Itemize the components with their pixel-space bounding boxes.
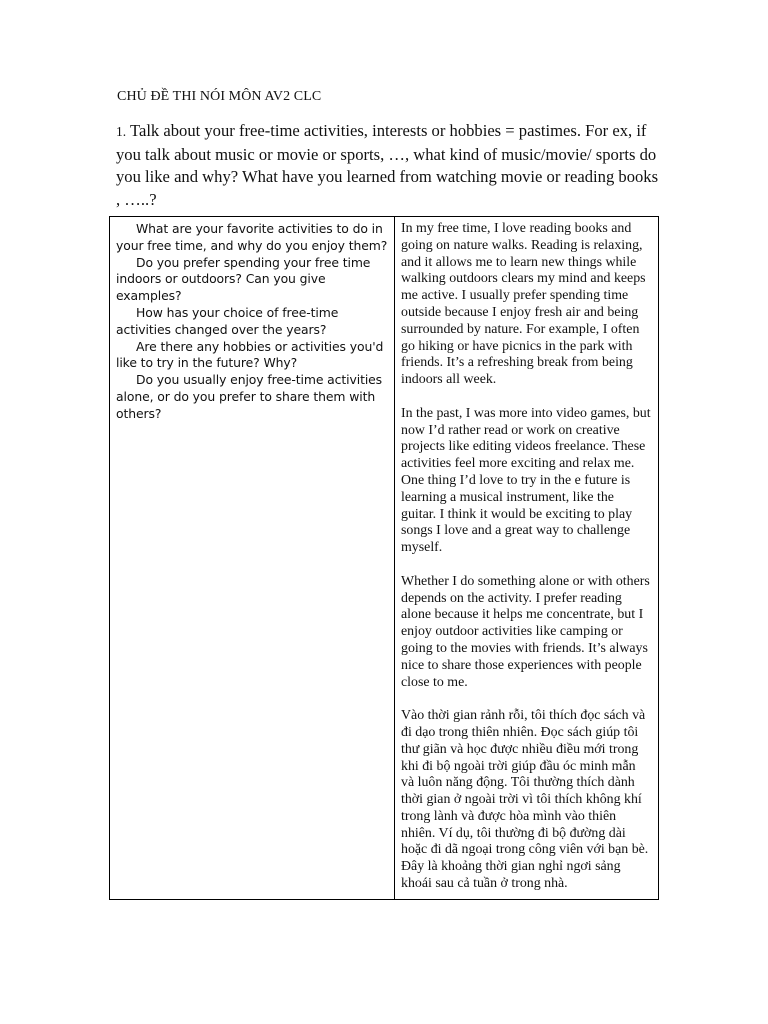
topic-text: Talk about your free-time activities, interests or hobbies = pastimes. For ex, if you talk about music or movie or sports, …, what kind of music/movie/ sports do you like and why? What have you learned from watching movie or reading books , …..?: [116, 121, 659, 209]
answers-cell: [395, 217, 659, 900]
question-item: Do you usually enjoy free-time activities alone, or do you prefer to share them with others?: [116, 372, 383, 421]
topic-number: 1.: [116, 124, 127, 139]
answer-paragraph: Whether I do something alone or with others depends on the activity. I prefer reading alone because it helps me concentrate, but I enjoy outdoor activities like camping or going to the movies with friends. It’s always nice to share those experiences with people close to me.: [401, 573, 650, 690]
question-item: Are there any hobbies or activities you'd like to try in the future? Why?: [116, 338, 384, 371]
answer-paragraph: In the past, I was more into video games, but now I’d rather read or work on creative projects like editing videos freelance. These activities feel more exciting and relax me. One thing I’d love to try in the e future is learning a musical instrument, like the guitar. I think it would be exciting to play songs I love and a great way to challenge myself.: [401, 405, 651, 556]
table-row: [110, 217, 659, 900]
answer-paragraph: In my free time, I love reading books and going on nature walks. Reading is relaxing, and it allows me to learn new things while walking outdoors clears my mind and keeps me active. I usually prefer spending time outside because I enjoy fresh air and being surrounded by nature. For example, I often go hiking or have picnics in the park with friends. It’s a refreshing break from being indoors all week.: [401, 221, 646, 388]
document-heading: CHỦ ĐỀ THI NÓI MÔN AV2 CLC: [117, 89, 322, 104]
question-item: Do you prefer spending your free time indoors or outdoors? Can you give examples?: [116, 254, 371, 304]
answer-paragraph-vietnamese: Vào thời gian rảnh rỗi, tôi thích đọc sách và đi dạo trong thiên nhiên. Đọc sách giúp tôi thư giãn và học được nhiều điều mới trong khi đi bộ ngoài trời giúp đầu óc minh mẫn và luôn năng động. Tôi thường thích dành thời gian ở ngoài trời vì tôi thích không khí trong lành và được hòa mình vào thiên nhiên. Ví dụ, tôi thường đi bộ đường dài hoặc đi dã ngoại trong công viên với bạn bè. Đây là khoảng thời gian nghỉ ngơi sảng khoái sau cả tuần ở trong nhà.: [401, 708, 649, 892]
question-item: What are your favorite activities to do in your free time, and why do you enjoy them?: [116, 221, 388, 253]
questions-cell: [110, 217, 395, 900]
topic-prompt: [116, 120, 661, 211]
question-item: How has your choice of free-time activities changed over the years?: [116, 304, 339, 337]
qa-table: [109, 216, 659, 900]
